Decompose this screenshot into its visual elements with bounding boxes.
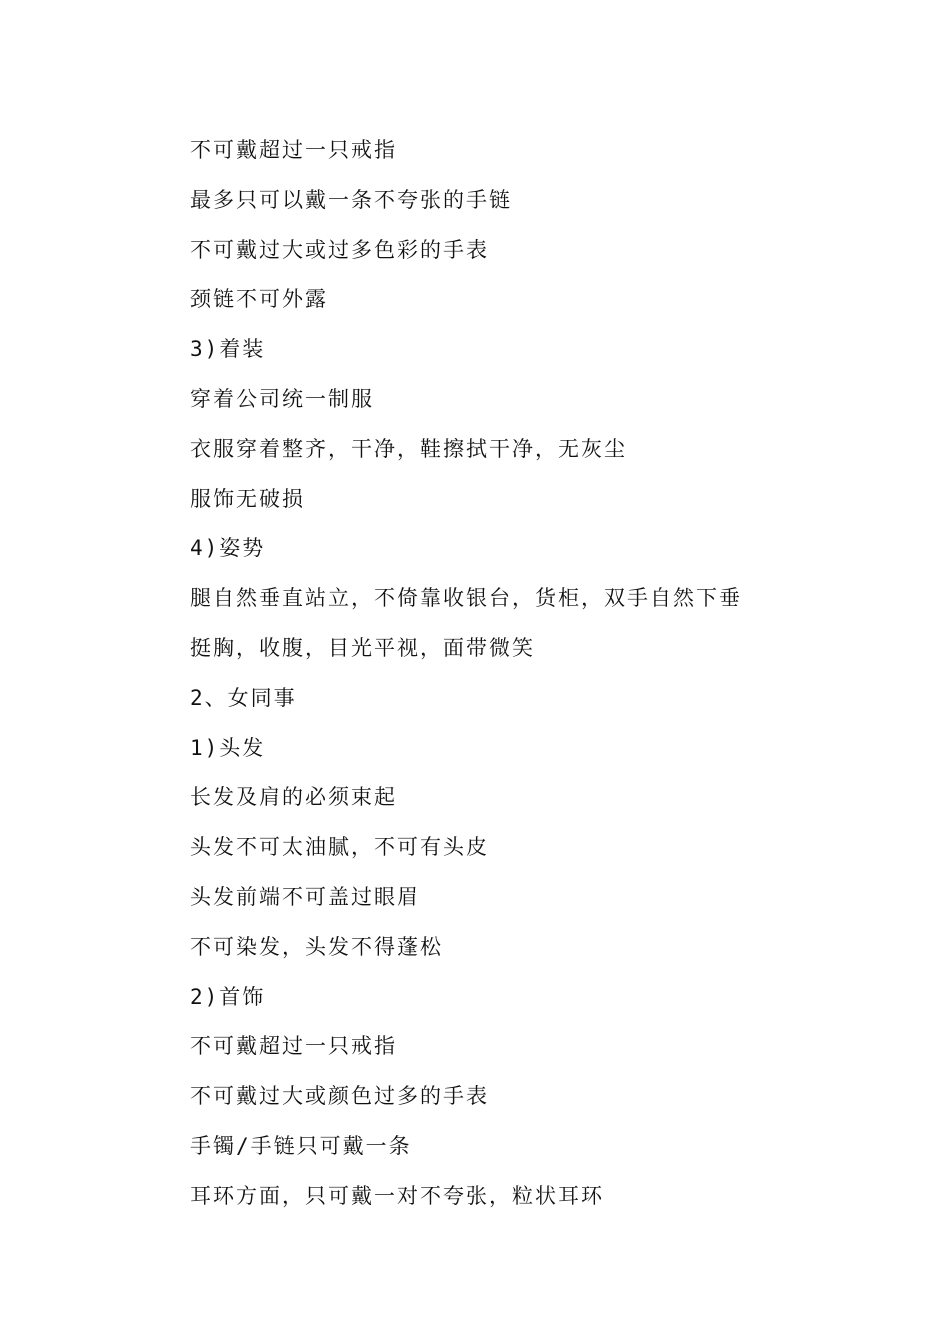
text-line: 不可戴过大或颜色过多的手表 [190,1084,489,1109]
section-heading: 2、女同事 [190,685,297,710]
text-line: 头发不可太油腻，不可有头皮 [190,835,489,860]
text-line: 长发及肩的必须束起 [190,785,397,810]
section-heading: 1)头发 [190,735,266,760]
text-line: 挺胸，收腹，目光平视，面带微笑 [190,635,535,660]
section-heading: 2)首饰 [190,984,266,1009]
text-line: 服饰无破损 [190,486,305,511]
text-line: 不可戴过大或过多色彩的手表 [190,237,489,262]
text-line: 不可戴超过一只戒指 [190,1034,397,1059]
section-heading: 3)着装 [190,337,266,362]
text-line: 不可戴超过一只戒指 [190,138,397,162]
text-line: 头发前端不可盖过眼眉 [190,884,420,909]
text-line: 不可染发，头发不得蓬松 [190,934,443,959]
text-line: 最多只可以戴一条不夸张的手链 [190,187,512,212]
text-line: 穿着公司统一制服 [190,386,374,411]
document-body [190,132,742,1228]
text-line: 腿自然垂直站立，不倚靠收银台，货柜，双手自然下垂 [190,586,742,611]
text-line: 手镯/手链只可戴一条 [190,1133,412,1158]
text-line: 耳环方面，只可戴一对不夸张，粒状耳环 [190,1183,604,1208]
text-line: 衣服穿着整齐，干净，鞋擦拭干净，无灰尘 [190,436,627,461]
text-line: 颈链不可外露 [190,287,328,312]
section-heading: 4)姿势 [190,536,266,561]
